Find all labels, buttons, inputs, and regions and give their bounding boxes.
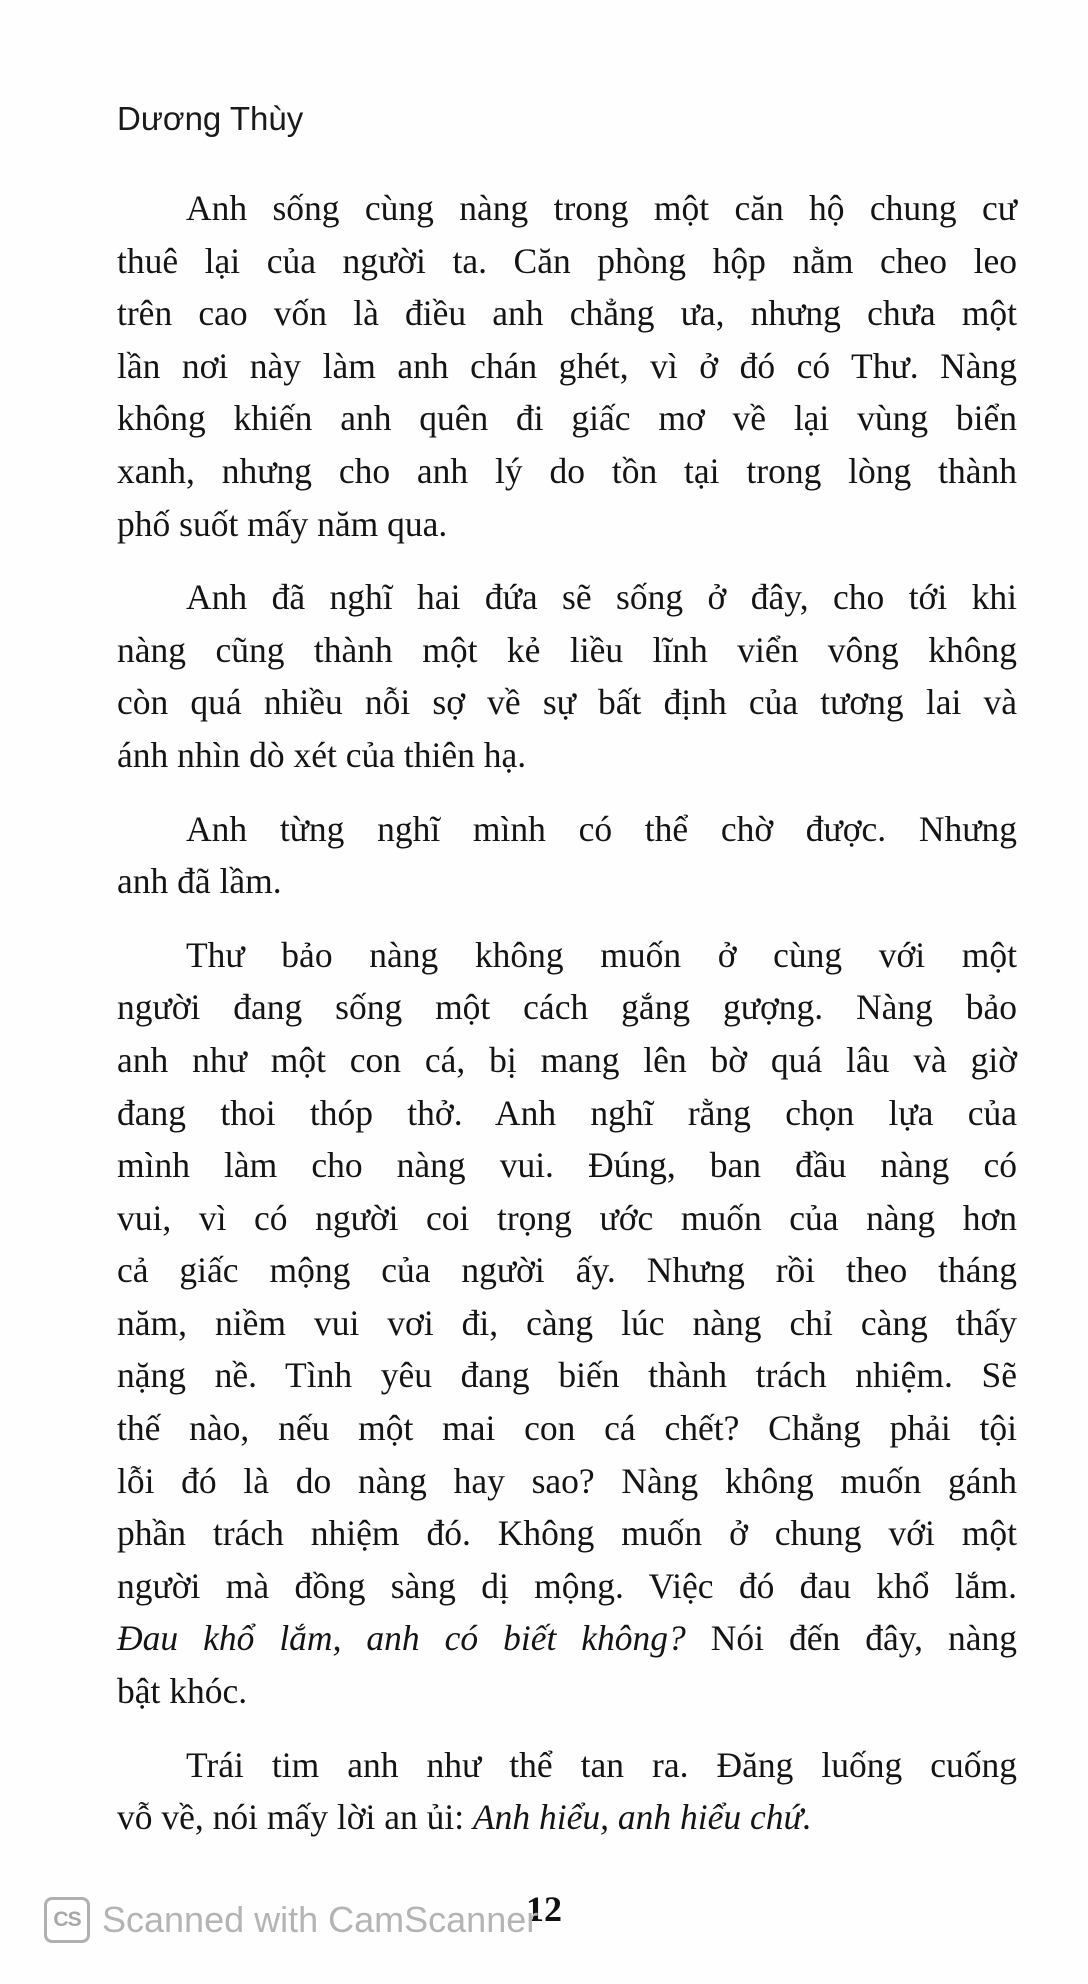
paragraph	[117, 803, 1017, 908]
text-line	[117, 624, 1017, 677]
text-run: Trái tim anh như thể tan ra. Đăng luống cuống	[186, 1744, 1017, 1785]
paragraph	[117, 182, 1017, 550]
text-run: Anh sống cùng nàng trong một căn hộ chung cư	[186, 188, 1017, 228]
text-line	[117, 676, 1017, 729]
italic-text: Đau khổ lắm, anh có biết không?	[117, 1618, 686, 1659]
text-run: Anh đã nghĩ hai đứa sẽ sống ở đây, cho tới khi	[186, 577, 1017, 618]
text-run: nàng cũng thành một kẻ liều lĩnh viển vông không	[117, 629, 1017, 670]
text-line	[117, 855, 1017, 908]
paragraph	[117, 1739, 1017, 1844]
text-line	[117, 1349, 1017, 1402]
text-run: thuê lại của người ta. Căn phòng hộp nằm cheo leo	[117, 240, 1017, 281]
text-run: Nói đến đây, nàng	[685, 1618, 1018, 1659]
italic-text: Anh hiểu, anh hiểu chứ.	[472, 1797, 812, 1838]
text-line	[117, 1612, 1017, 1665]
text-run: anh như một con cá, bị mang lên bờ quá lâu và giờ	[117, 1039, 1017, 1080]
page-number: 12	[526, 1889, 562, 1929]
text-line	[117, 392, 1017, 445]
text-line	[117, 929, 1017, 982]
text-run: trên cao vốn là điều anh chẳng ưa, nhưng chưa một	[117, 293, 1017, 334]
text-run: nặng nề. Tình yêu đang biến thành trách nhiệm. Sẽ	[117, 1355, 1017, 1396]
text-run: lỗi đó là do nàng hay sao? Nàng không muốn gánh	[117, 1460, 1017, 1501]
text-run: không khiến anh quên đi giấc mơ về lại vùng biển	[117, 398, 1017, 439]
text-line	[117, 1244, 1017, 1297]
text-line	[117, 235, 1017, 288]
text-run: phần trách nhiệm đó. Không muốn ở chung với một	[117, 1513, 1017, 1554]
text-line	[117, 340, 1017, 393]
text-line	[117, 182, 1017, 235]
paragraph	[117, 571, 1017, 781]
text-line	[117, 729, 1017, 782]
text-line	[117, 1402, 1017, 1455]
text-run: người mà đồng sàng dị mộng. Việc đó đau khổ lắm.	[117, 1565, 1017, 1606]
watermark-text: Scanned with CamScanner	[102, 1899, 539, 1940]
text-line	[117, 1034, 1017, 1087]
text-run: xanh, nhưng cho anh lý do tồn tại trong lòng thành	[117, 450, 1017, 491]
text-line	[117, 1139, 1017, 1192]
text-run: mình làm cho nàng vui. Đúng, ban đầu nàng có	[117, 1145, 1017, 1186]
text-line	[117, 1192, 1017, 1245]
paragraph	[117, 929, 1017, 1718]
camscanner-watermark	[44, 1895, 538, 1945]
text-run: Thư bảo nàng không muốn ở cùng với một	[186, 934, 1017, 975]
text-run: anh đã lầm.	[117, 861, 282, 902]
text-run: ánh nhìn dò xét của thiên hạ.	[117, 734, 527, 775]
text-line	[117, 1297, 1017, 1350]
text-run: bật khóc.	[117, 1671, 248, 1712]
text-line	[117, 287, 1017, 340]
text-run: cả giấc mộng của người ấy. Nhưng rồi theo tháng	[117, 1250, 1017, 1291]
body-text	[117, 182, 1017, 1844]
text-run: còn quá nhiều nỗi sợ về sự bất định của tương lai và	[117, 682, 1017, 723]
text-run: Anh từng nghĩ mình có thể chờ được. Nhưng	[186, 808, 1017, 849]
text-line	[117, 498, 1017, 551]
text-line	[117, 1665, 1017, 1718]
text-run: người đang sống một cách gắng gượng. Nàng bảo	[117, 987, 1017, 1028]
text-run: phố suốt mấy năm qua.	[117, 503, 448, 544]
text-line	[117, 803, 1017, 856]
running-header-author: Dương Thùy	[117, 100, 304, 137]
text-line	[117, 981, 1017, 1034]
text-line	[117, 1507, 1017, 1560]
camscanner-logo-icon: CS	[44, 1897, 90, 1943]
text-run: đang thoi thóp thở. Anh nghĩ rằng chọn lựa của	[117, 1092, 1017, 1133]
text-line	[117, 1739, 1017, 1792]
text-run: vỗ về, nói mấy lời an ủi:	[117, 1797, 473, 1838]
text-line	[117, 1560, 1017, 1613]
text-run: thế nào, nếu một mai con cá chết? Chẳng phải tội	[117, 1408, 1017, 1449]
text-line	[117, 1791, 1017, 1844]
text-run: vui, vì có người coi trọng ước muốn của nàng hơn	[117, 1197, 1017, 1238]
text-run: lần nơi này làm anh chán ghét, vì ở đó có Thư. Nàng	[117, 345, 1017, 386]
text-line	[117, 445, 1017, 498]
text-line	[117, 571, 1017, 624]
text-line	[117, 1087, 1017, 1140]
text-run: năm, niềm vui vơi đi, càng lúc nàng chỉ càng thấy	[117, 1302, 1017, 1343]
text-line	[117, 1455, 1017, 1508]
